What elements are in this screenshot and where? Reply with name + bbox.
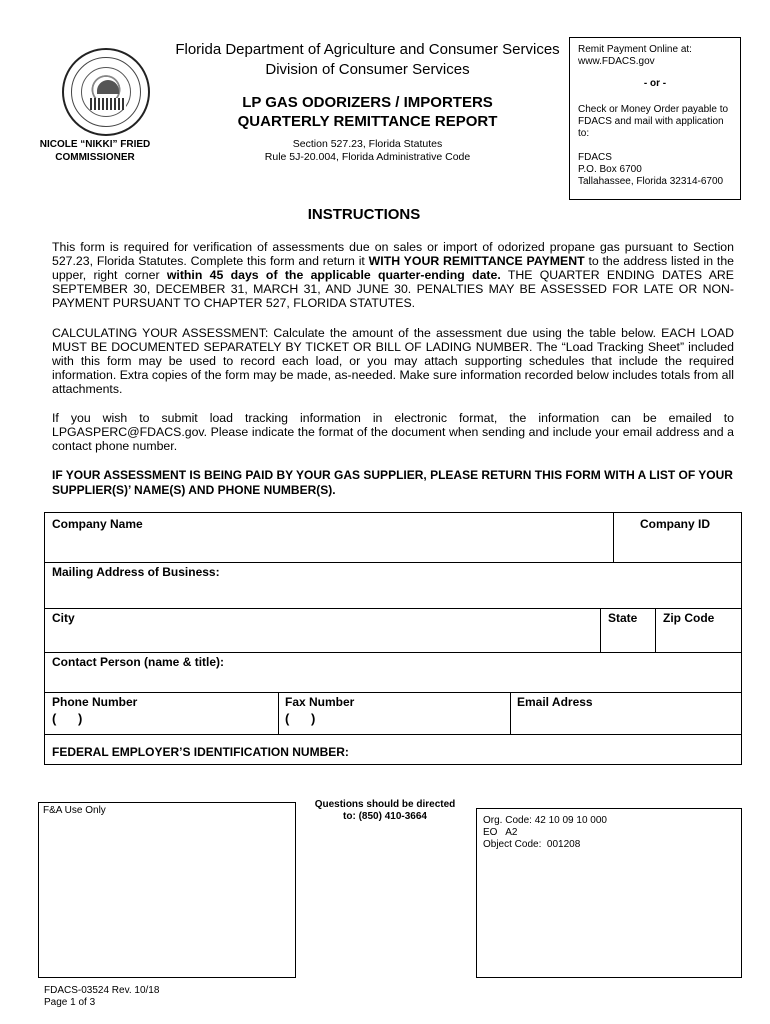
- contact-person-field[interactable]: Contact Person (name & title):: [52, 655, 225, 669]
- p1-text-a: This form is required for verification of assessments due on sales or import of odorized propane gas pursuant to Section 527.23, Florida Statutes. Complete this form and return it: [52, 240, 734, 268]
- instructions-paragraph-1: [52, 240, 734, 310]
- statute-rule: Rule 5J-20.004, Florida Administrative Code: [264, 151, 471, 163]
- zip-code-field[interactable]: Zip Code: [663, 611, 715, 625]
- remit-online-label: Remit Payment Online at:: [578, 44, 692, 55]
- division-name: Division of Consumer Services: [265, 61, 470, 78]
- p1-text-e: THE QUARTER ENDING DATES ARE SEPTEMBER 30, DECEMBER 31, MARCH 31, AND JUNE 30. PENALTIES MAY BE ASSESSED FOR LATE OR NON-PAYMENT PURSUANT TO CHAPTER 527, FLORIDA STATUTES.: [52, 268, 735, 310]
- city-field[interactable]: City: [52, 611, 75, 625]
- supplier-note: IF YOUR ASSESSMENT IS BEING PAID BY YOUR GAS SUPPLIER, PLEASE RETURN THIS FORM WITH A LIST OF YOUR SUPPLIER(S)’ NAME(S) AND PHONE NUMBER(S).: [52, 468, 733, 497]
- fax-number-field[interactable]: Fax Number: [285, 695, 355, 709]
- department-seal: [62, 48, 150, 136]
- form-title-line1: LP GAS ODORIZERS / IMPORTERS: [242, 94, 493, 111]
- org-code-box: [476, 808, 742, 978]
- remit-address-line2: P.O. Box 6700: [578, 164, 642, 175]
- phone-number-field[interactable]: Phone Number: [52, 695, 138, 709]
- form-title: [165, 93, 570, 131]
- agency-name: Florida Department of Agriculture and Consumer Services: [175, 41, 560, 58]
- form-title-line2: QUARTERLY REMITTANCE REPORT: [237, 113, 498, 130]
- fax-area-code: ( ): [285, 711, 316, 726]
- org-code: Org. Code: 42 10 09 10 000: [483, 815, 607, 826]
- commissioner-name: NICOLE “NIKKI” FRIED: [39, 139, 151, 150]
- agency-header: [165, 40, 570, 80]
- instructions-paragraph-2: CALCULATING YOUR ASSESSMENT: Calculate the amount of the assessment due using the table below. EACH LOAD MUST BE DOCUMENTED SEPARATELY BY TICKET OR BILL OF LADING NUMBER. The “Load Tracking Sheet” included with this form may be used to record each load, or you may attach supporting schedules that include the required information. Extra copies of the form may be made, as-needed. Make sure information recorded below includes totals from all attachments.: [52, 326, 734, 396]
- fein-field[interactable]: FEDERAL EMPLOYER’S IDENTIFICATION NUMBER:: [52, 745, 349, 759]
- remit-online-url[interactable]: www.FDACS.gov: [578, 56, 655, 67]
- questions-line1: Questions should be directed: [314, 799, 456, 810]
- eo-code: EO A2: [483, 827, 518, 838]
- instructions-heading: INSTRUCTIONS: [307, 206, 421, 223]
- p1-deadline-emphasis: within 45 days of the applicable quarter-ending date.: [166, 268, 501, 282]
- fa-use-only-box: [38, 802, 296, 978]
- p1-text-c: to the address listed in the upper, right corner: [52, 254, 735, 282]
- email-address-field[interactable]: Email Adress: [517, 695, 593, 709]
- questions-phone: to: (850) 410-3664: [343, 811, 427, 822]
- p1-remittance-emphasis: WITH YOUR REMITTANCE PAYMENT: [368, 254, 585, 268]
- company-id-field[interactable]: Company ID: [640, 517, 711, 531]
- phone-area-code: ( ): [52, 711, 83, 726]
- object-code: Object Code: 001208: [483, 839, 581, 850]
- company-info-form: [44, 512, 742, 765]
- remit-or-separator: - or -: [643, 78, 667, 89]
- company-name-field[interactable]: Company Name: [52, 517, 143, 531]
- page-number: Page 1 of 3: [44, 997, 96, 1008]
- fa-use-only-label: F&A Use Only: [43, 805, 106, 816]
- remit-payment-box: [569, 37, 741, 200]
- remit-check-text: Check or Money Order payable to FDACS and mail with application to:: [578, 104, 729, 139]
- commissioner-title: COMMISSIONER: [55, 152, 135, 163]
- instructions-paragraph-3: If you wish to submit load tracking information in electronic format, the information can be emailed to LPGASPERC@FDACS.gov. Please indicate the format of the document when sending and include your email address and a contact phone number.: [52, 411, 734, 453]
- questions-note: [300, 799, 470, 823]
- remit-address-line3: Tallahassee, Florida 32314-6700: [578, 176, 724, 187]
- commissioner-block: [30, 138, 160, 164]
- statute-section: Section 527.23, Florida Statutes: [292, 138, 443, 150]
- remit-address-line1: FDACS: [578, 152, 612, 163]
- mailing-address-field[interactable]: Mailing Address of Business:: [52, 565, 220, 579]
- form-number: FDACS-03524 Rev. 10/18: [44, 985, 160, 996]
- statute-references: [165, 138, 570, 164]
- form-footer: [44, 985, 159, 1009]
- state-field[interactable]: State: [608, 611, 638, 625]
- remit-address: [578, 152, 732, 188]
